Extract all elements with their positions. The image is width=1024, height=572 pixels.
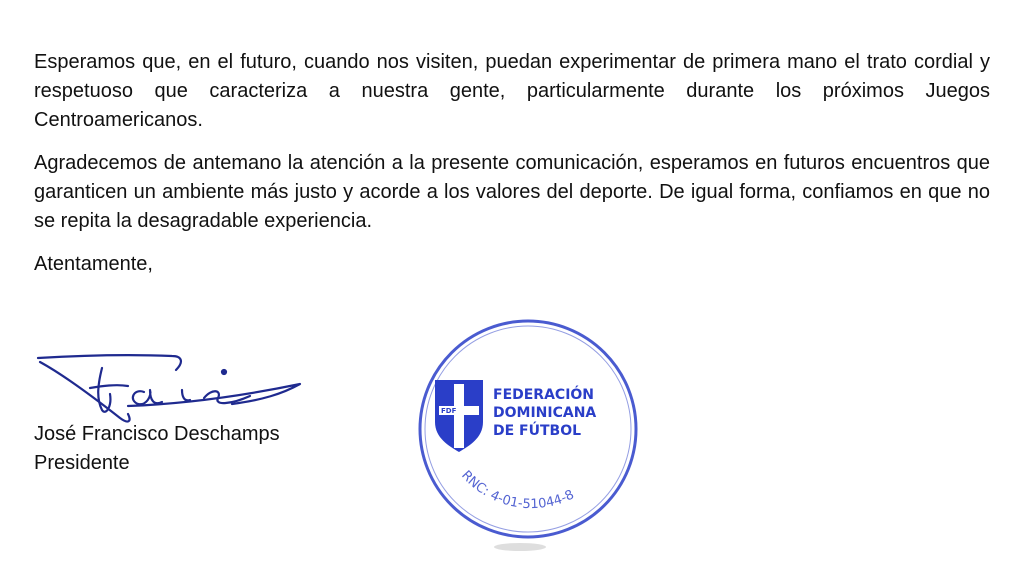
seal-line-2: DOMINICANA — [493, 405, 597, 421]
paragraph-thanks: Agradecemos de antemano la atención a la presente comunicación, esperamos en futuros encuentros que garanticen un ambiente más justo y acorde a los valores del deporte. De igual forma, confiamos en que no se repita la desagradable experiencia. — [34, 152, 990, 232]
federation-seal — [413, 314, 643, 544]
signer-title: Presidente — [34, 452, 130, 474]
letter-body — [34, 48, 990, 279]
closing-salutation: Atentamente, — [34, 253, 153, 275]
seal-line-3: DE FÚTBOL — [493, 423, 582, 439]
seal-rnc: RNC: 4-01-51044-8 — [458, 467, 577, 513]
shield-icon — [435, 380, 483, 452]
paragraph-hope: Esperamos que, en el futuro, cuando nos visiten, puedan experimentar de primera mano el trato cordial y respetuoso que caracteriza a nuestra gente, particularmente durante los próximos Juegos Centroamericanos. — [34, 51, 990, 131]
signer-name: José Francisco Deschamps — [34, 423, 280, 445]
stamp-smudge — [490, 540, 550, 554]
shield-letters: FDF — [441, 407, 457, 415]
signer-block — [34, 420, 280, 478]
seal-line-1: FEDERACIÓN — [493, 387, 595, 403]
